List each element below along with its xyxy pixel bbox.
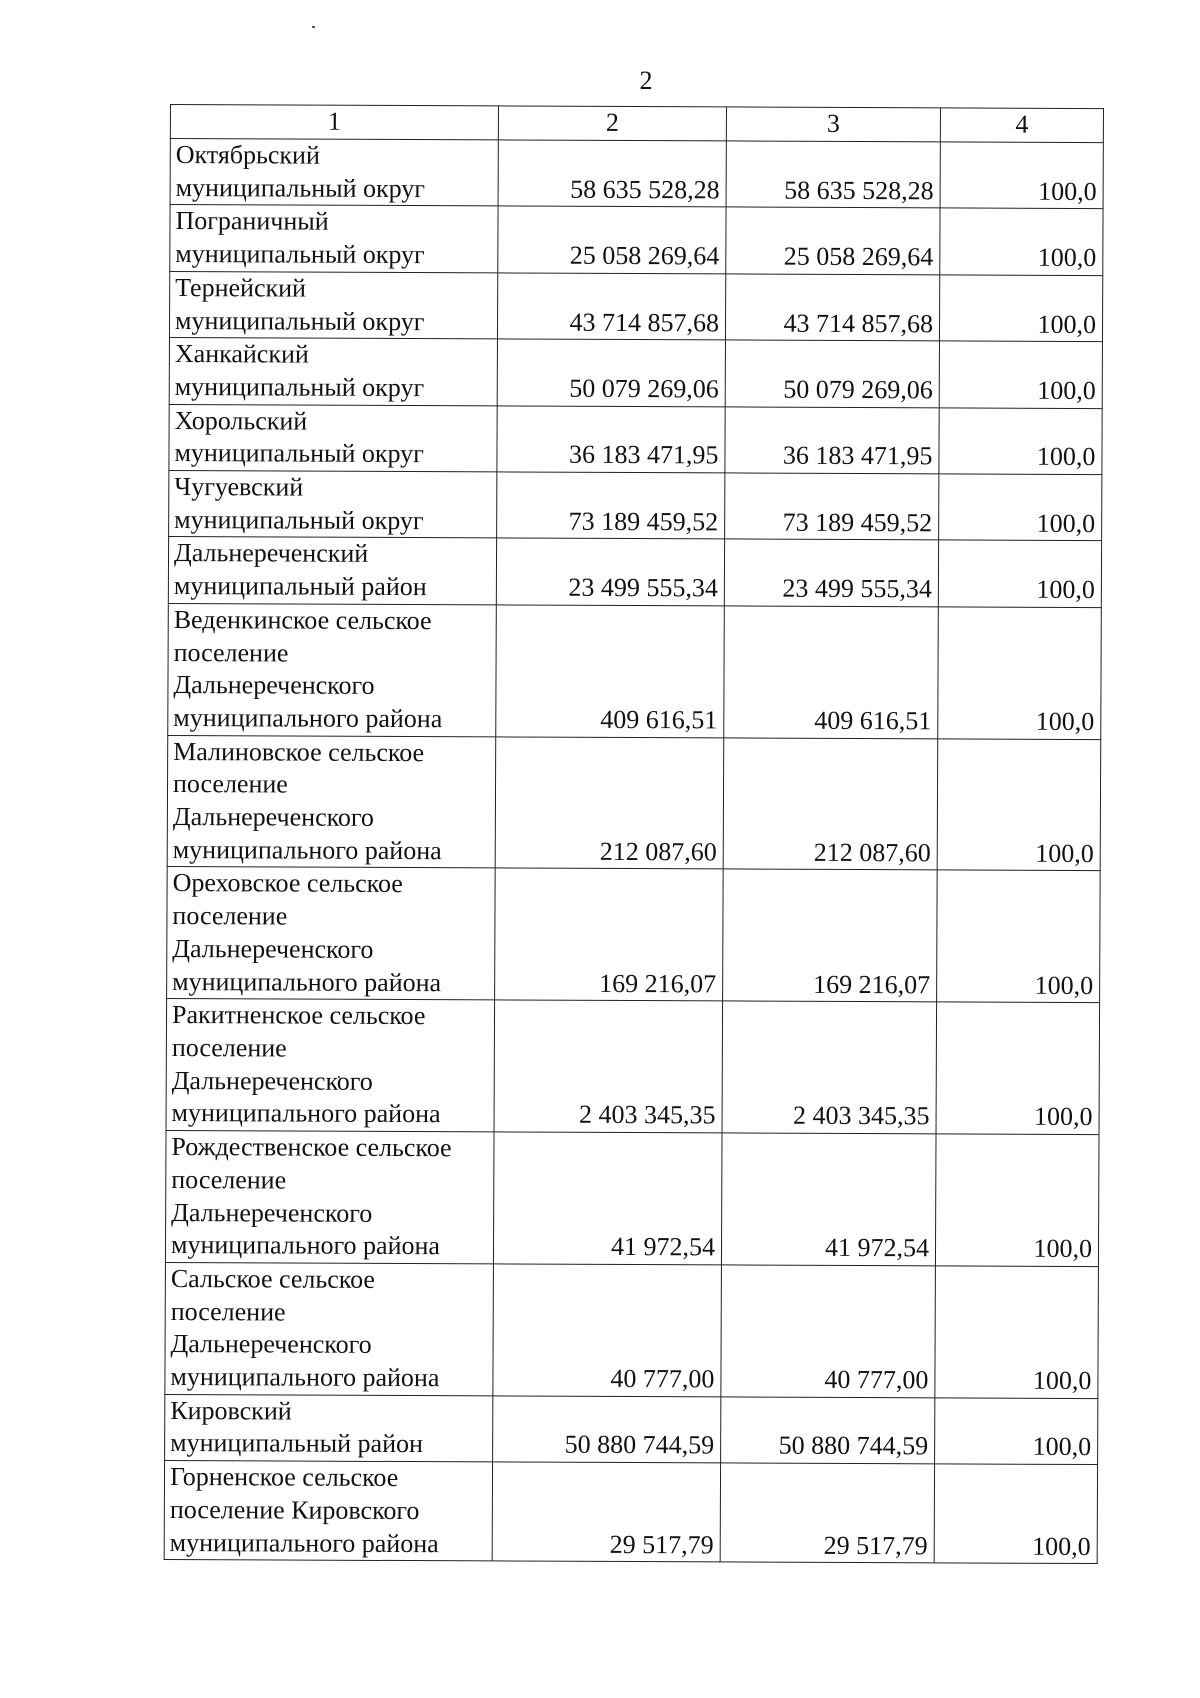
percent-cell: 100,0 (939, 341, 1102, 408)
amount-cell: 73 189 459,52 (497, 472, 725, 539)
municipality-name-cell (165, 1394, 493, 1462)
municipality-name-line: муниципальный район (170, 1428, 424, 1459)
percent-cell: 100,0 (935, 1134, 1099, 1267)
municipality-name-line: Дальнереченского (172, 802, 375, 832)
municipality-name-cell (167, 735, 496, 868)
municipality-name-line: муниципальный округ (174, 504, 424, 535)
table-row (164, 1461, 1097, 1564)
amount-cell: 58 635 528,28 (498, 140, 726, 207)
municipality-name-cell (165, 1262, 494, 1395)
municipality-name-line: Горненское сельское (169, 1462, 399, 1493)
table-row (165, 1394, 1098, 1464)
percent-cell: 100,0 (938, 607, 1102, 740)
municipality-name-line: Дальнереченского (171, 1197, 373, 1228)
municipality-name-line: муниципального района (170, 1362, 440, 1393)
percent-cell: 100,0 (939, 407, 1102, 474)
table-row (170, 205, 1103, 275)
amount-cell: 43 714 857,68 (497, 273, 725, 340)
table-row (166, 999, 1100, 1135)
municipality-name-line: Ракитненское сельское (171, 1000, 426, 1031)
municipality-name-line: Кировский (170, 1395, 292, 1426)
column-header: 1 (170, 105, 498, 140)
municipality-name-line: муниципальный округ (174, 371, 425, 403)
municipality-name-line: Рождественское сельское (171, 1132, 452, 1163)
municipality-name-line: муниципального района (171, 1098, 441, 1129)
amount-cell: 50 079 269,06 (725, 340, 939, 407)
amount-cell: 50 079 269,06 (497, 339, 725, 406)
municipality-name-line: Ханкайский (174, 339, 309, 369)
municipality-name-line: Дальнереченского (173, 670, 375, 701)
municipality-name-line: Дальнереченского (172, 933, 374, 964)
municipality-name-line: поселение (171, 1033, 287, 1063)
amount-cell: 40 777,00 (721, 1265, 936, 1398)
municipality-name-line: Веденкинское сельское (173, 604, 432, 635)
municipality-name-line: муниципального района (172, 834, 442, 865)
municipality-name-line: Дальнереченского (170, 1329, 372, 1360)
table-row (169, 404, 1102, 474)
amount-cell: 169 216,07 (723, 869, 938, 1002)
column-header: 3 (726, 107, 940, 142)
municipality-name-cell (170, 205, 498, 273)
amount-cell: 23 499 555,34 (496, 538, 724, 605)
amount-cell: 73 189 459,52 (725, 473, 939, 540)
municipality-name-cell (165, 1131, 494, 1264)
municipality-name-cell (169, 338, 497, 406)
municipality-name-line: Пограничный (175, 206, 329, 237)
column-header: 4 (940, 108, 1103, 143)
municipality-name-line: муниципального района (173, 702, 443, 734)
amount-cell: 50 880 744,59 (493, 1396, 721, 1463)
municipality-name-line: Чугуевский (174, 472, 304, 502)
amount-cell: 36 183 471,95 (725, 407, 939, 474)
municipality-name-cell (170, 139, 498, 207)
municipality-name-line: муниципального района (172, 966, 442, 997)
amount-cell: 40 777,00 (493, 1264, 722, 1397)
municipality-name-line: поселение (173, 637, 289, 668)
municipality-name-line: муниципальный округ (174, 438, 424, 469)
amount-cell: 58 635 528,28 (726, 141, 940, 208)
amount-cell: 409 616,51 (724, 606, 939, 739)
municipality-name-cell (167, 867, 496, 1000)
percent-cell: 100,0 (934, 1464, 1097, 1564)
amount-cell: 212 087,60 (495, 737, 724, 870)
amount-cell: 29 517,79 (720, 1463, 934, 1563)
amount-cell: 23 499 555,34 (724, 539, 938, 606)
municipality-name-line: Сальское сельское (170, 1263, 376, 1294)
table-header-row (170, 105, 1103, 143)
municipality-name-line: муниципального района (170, 1230, 441, 1261)
table-row (167, 735, 1101, 871)
amount-cell: 2 403 345,35 (494, 1000, 723, 1133)
table-row (168, 603, 1102, 739)
municipality-name-line: поселение (172, 769, 288, 799)
table-row (169, 338, 1102, 408)
amount-cell: 212 087,60 (723, 738, 938, 871)
municipality-name-cell (169, 271, 497, 339)
amount-cell: 43 714 857,68 (725, 274, 939, 341)
amount-cell: 29 517,79 (492, 1462, 720, 1562)
column-header: 2 (498, 106, 726, 141)
amount-cell: 409 616,51 (496, 605, 725, 738)
table-row (169, 271, 1102, 341)
municipality-name-line: поселение (172, 901, 288, 931)
municipality-name-cell (169, 404, 497, 472)
municipality-name-line: муниципальный округ (175, 239, 425, 270)
amount-cell: 41 972,54 (493, 1132, 722, 1265)
table-body (164, 139, 1103, 1564)
allocation-table (164, 104, 1104, 1564)
municipality-name-line: поселение (171, 1164, 287, 1195)
municipality-name-line: муниципальный округ (174, 305, 425, 336)
table-row (165, 1262, 1099, 1398)
municipality-name-line: Малиновское сельское (173, 736, 425, 767)
municipality-name-line: Дальнереченского (171, 1065, 373, 1096)
municipality-name-line: Дальнереченский (173, 538, 369, 569)
municipality-name-cell (166, 999, 495, 1132)
table-row (170, 139, 1103, 209)
municipality-name-line: муниципальный округ (175, 172, 426, 203)
page-number: 2 (639, 66, 653, 95)
scan-speck (312, 26, 315, 28)
percent-cell: 100,0 (940, 208, 1103, 275)
amount-cell: 41 972,54 (721, 1133, 936, 1266)
table-row (165, 1131, 1099, 1267)
municipality-name-cell (169, 471, 497, 539)
municipality-name-cell (168, 537, 496, 605)
municipality-name-line: Октябрьский (175, 140, 320, 170)
amount-cell: 25 058 269,64 (726, 207, 940, 274)
municipality-name-line: поселение Кировского (169, 1494, 420, 1525)
municipality-name-line: поселение (170, 1296, 286, 1327)
percent-cell: 100,0 (937, 870, 1101, 1003)
amount-cell: 169 216,07 (495, 868, 724, 1001)
municipality-name-line: муниципального района (169, 1527, 439, 1558)
municipality-name-cell (168, 603, 497, 736)
municipality-name-line: муниципальный район (173, 571, 427, 602)
percent-cell: 100,0 (937, 739, 1101, 872)
municipality-name-cell (164, 1461, 492, 1562)
municipality-name-line: Хорольский (174, 405, 308, 436)
percent-cell: 100,0 (939, 474, 1102, 541)
percent-cell: 100,0 (940, 142, 1103, 209)
amount-cell: 2 403 345,35 (722, 1001, 937, 1134)
amount-cell: 36 183 471,95 (497, 406, 725, 473)
percent-cell: 100,0 (938, 540, 1101, 607)
percent-cell: 100,0 (936, 1002, 1100, 1135)
amount-cell: 50 880 744,59 (721, 1397, 935, 1464)
percent-cell: 100,0 (939, 275, 1102, 342)
table-row (169, 471, 1102, 541)
municipality-name-line: Ореховское сельское (172, 868, 403, 899)
amount-cell: 25 058 269,64 (498, 206, 726, 273)
municipality-name-line: Тернейский (175, 272, 307, 303)
table-row (167, 867, 1101, 1003)
percent-cell: 100,0 (935, 1398, 1098, 1465)
percent-cell: 100,0 (935, 1266, 1099, 1399)
table-row (168, 537, 1101, 607)
